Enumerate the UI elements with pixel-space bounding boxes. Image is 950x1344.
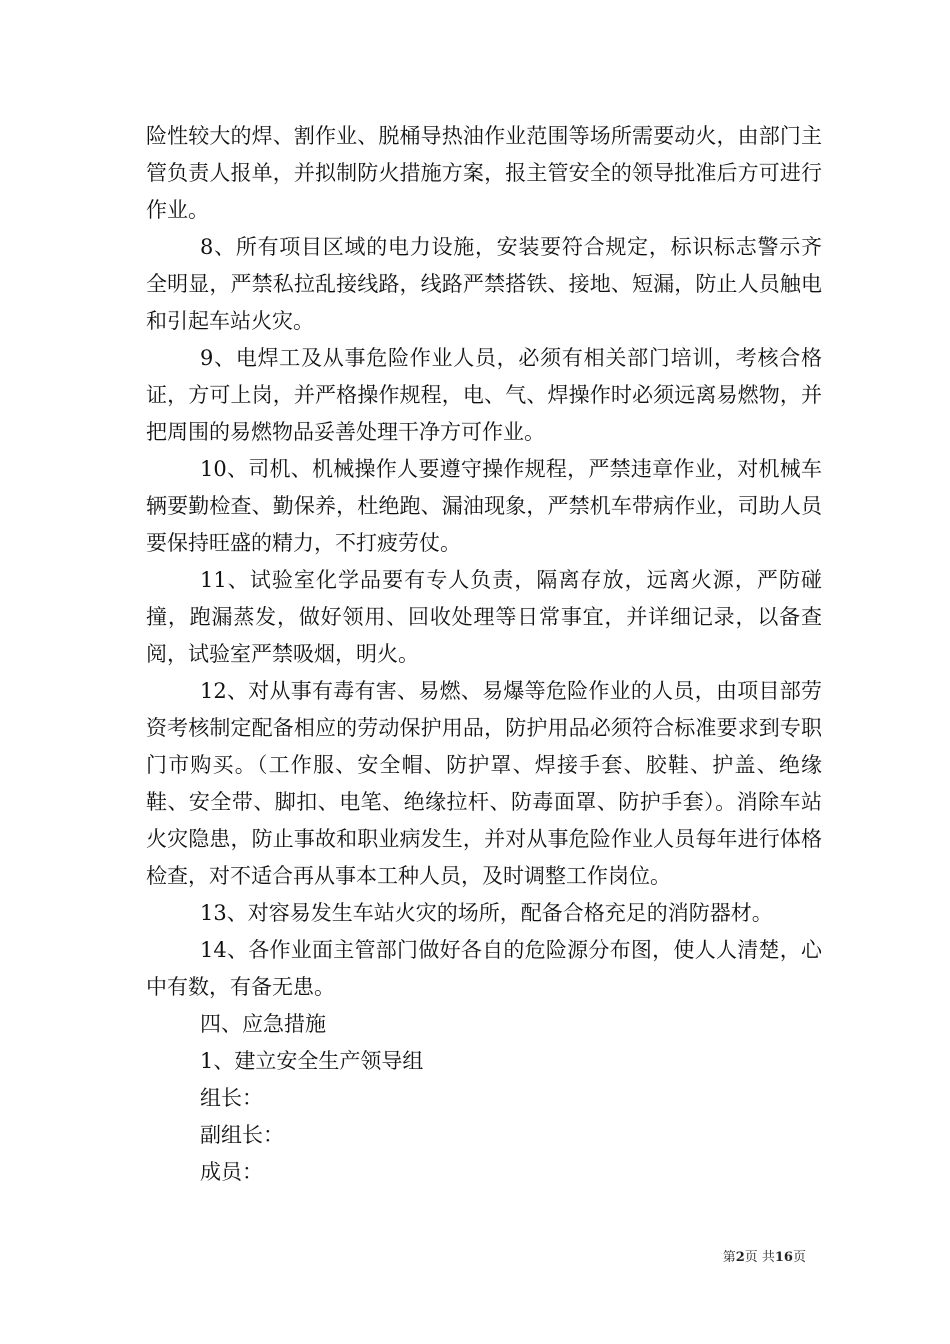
paragraph: 9、电焊工及从事危险作业人员，必须有相关部门培训，考核合格证，方可上岗，并严格操作规程，电、气、焊操作时必须远离易燃物，并把周围的易燃物品妥善处理干净方可作业。 xyxy=(146,346,822,444)
paragraph: 10、司机、机械操作人要遵守操作规程，严禁违章作业，对机械车辆要勤检查、勤保养，杜绝跑、漏油现象，严禁机车带病作业，司助人员要保持旺盛的精力，不打疲劳仗。 xyxy=(146,457,822,555)
footer-total-pages: 16 xyxy=(774,1250,793,1265)
field-label: 副组长： xyxy=(200,1123,284,1147)
footer-page-number: 2 xyxy=(735,1250,745,1265)
paragraph: 14、各作业面主管部门做好各自的危险源分布图，使人人清楚，心中有数，有备无患。 xyxy=(146,938,822,999)
footer-suffix: 页 xyxy=(792,1250,806,1265)
page-footer xyxy=(0,1246,806,1265)
footer-middle: 页 共 xyxy=(744,1250,775,1265)
paragraph: 8、所有项目区域的电力设施，安装要符合规定，标识标志警示齐全明显，严禁私拉乱接线路，线路严禁搭铁、接地、短漏，防止人员触电和引起车站火灾。 xyxy=(146,235,822,333)
field-list xyxy=(146,1080,822,1191)
paragraph: 12、对从事有毒有害、易燃、易爆等危险作业的人员，由项目部劳资考核制定配备相应的劳动保护用品，防护用品必须符合标准要求到专职门市购买。（工作服、安全帽、防护罩、焊接手套、胶鞋、护盖、绝缘鞋、安全带、脚扣、电笔、绝缘拉杆、防毒面罩、防护手套）。消除车站火灾隐患，防止事故和职业病发生，并对从事危险作业人员每年进行体格检查，对不适合再从事本工种人员，及时调整工作岗位。 xyxy=(146,679,822,888)
paragraph: 1、建立安全生产领导组 xyxy=(200,1049,424,1073)
paragraph: 四、应急措施 xyxy=(200,1012,326,1036)
paragraph: 11、试验室化学品要有专人负责，隔离存放，远离火源，严防碰撞，跑漏蒸发，做好领用、回收处理等日常事宜，并详细记录，以备查阅，试验室严禁吸烟，明火。 xyxy=(146,568,822,666)
field-label: 成员： xyxy=(200,1160,263,1184)
paragraph: 险性较大的焊、割作业、脱桶导热油作业范围等场所需要动火，由部门主管负责人报单，并拟制防火措施方案，报主管安全的领导批准后方可进行作业。 xyxy=(146,124,822,222)
footer-prefix: 第 xyxy=(722,1250,736,1265)
paragraph-list xyxy=(146,118,822,1080)
field-label: 组长： xyxy=(200,1086,263,1110)
document-body xyxy=(146,118,822,1191)
paragraph: 13、对容易发生车站火灾的场所，配备合格充足的消防器材。 xyxy=(200,901,773,925)
